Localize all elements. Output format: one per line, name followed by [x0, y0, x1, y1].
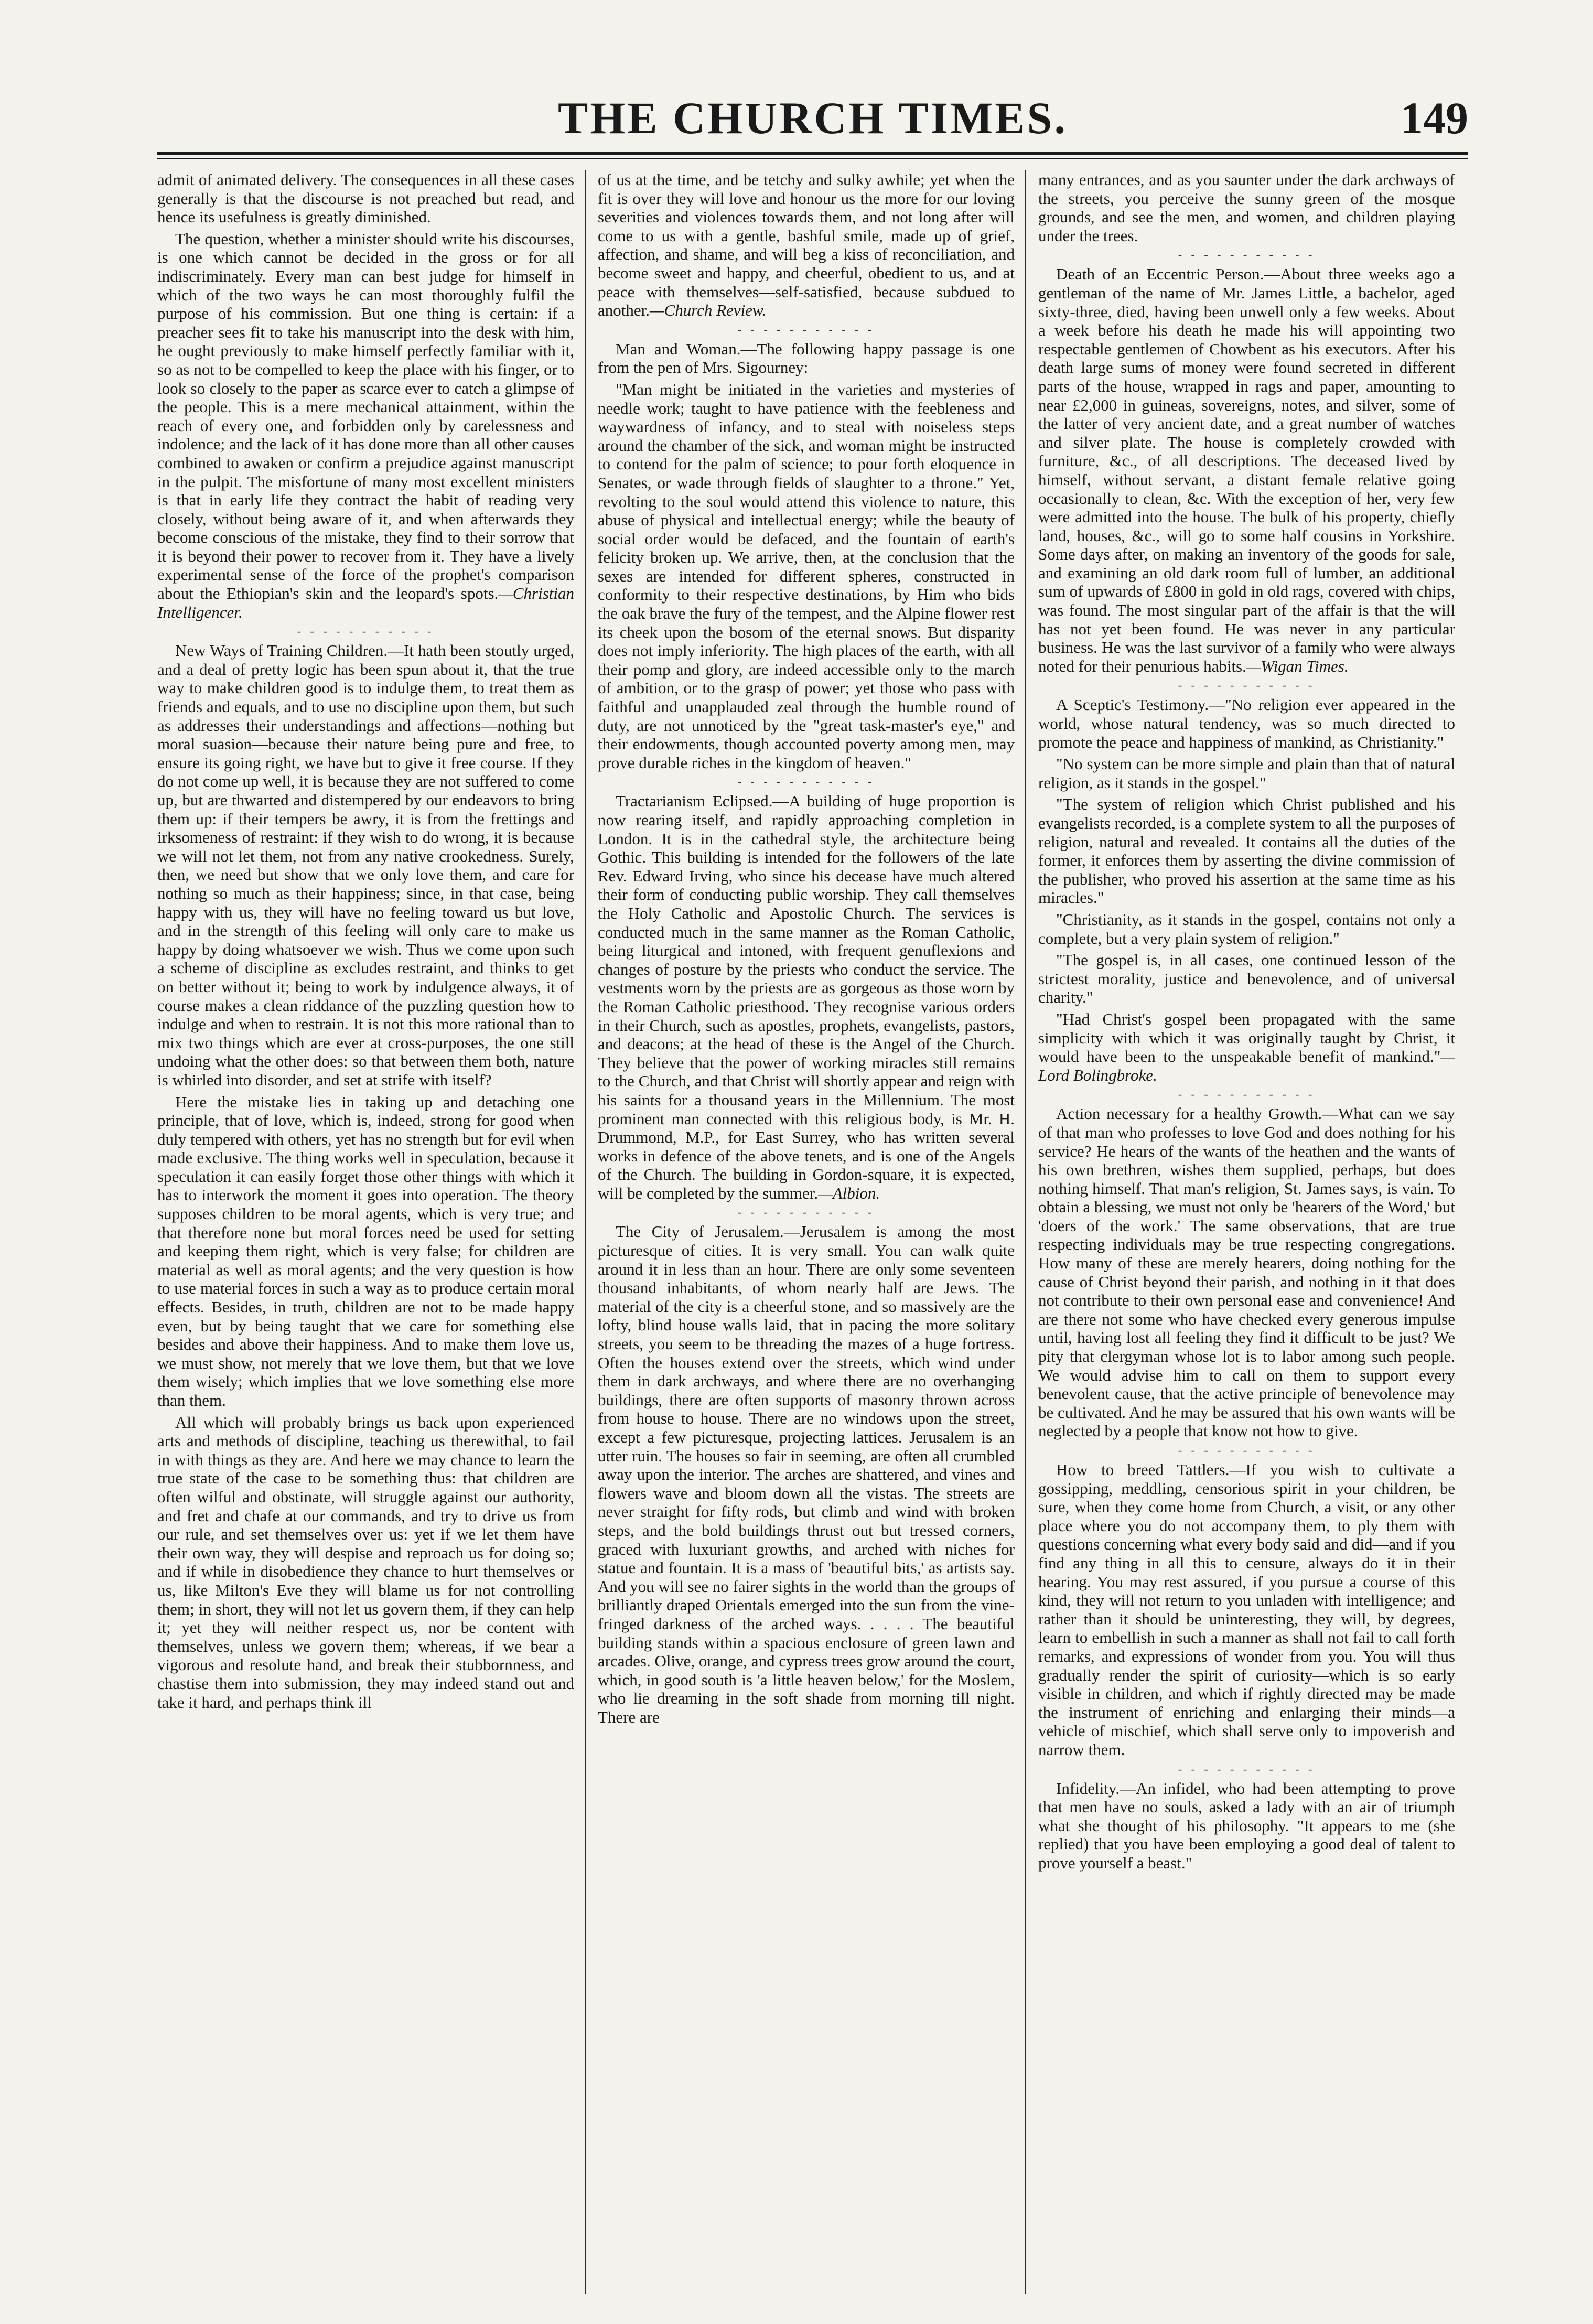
article-paragraph: The question, whether a minister should write his discourses, is one which cannot be decided in the gross or for all indiscriminately. Every man can best judge for himself in which of the two ways he can most thoroughly fulfil the purpose of his commission. But one thing is certain: if a preacher sees fit to take his manuscript into the desk with him, he ought previously to make himself perfectly familiar with it, so as not to be compelled to keep the place with his finger, or to look so closely to the paper as scarce ever to catch a glimpse of the people. This is a mere mechanical attainment, within the reach of every one, and forbidden only by carelessness and indolence; and the lack of it has done more than all other causes combined to awaken or confirm a prejudice against manuscript in the pulpit. The misfortune of many most excellent ministers is that in early life they contract the habit of reading very closely, without being aware of it, and when afterwards they become conscious of the mistake, they find to their sorrow that it is beyond their power to recover from it. They have a lively experimental sense of the force of the prophet's comparison about the Ethiopian's skin and the leopard's spots.—Christian Intelligencer. — [157, 229, 574, 621]
article-separator: - - - - - - - - - - - — [1178, 679, 1316, 692]
article-paragraph: admit of animated delivery. The consequences in all these cases generally is that the discourse is not preached but read, and hence its usefulness is greatly diminished. — [157, 170, 574, 227]
article-paragraph: New Ways of Training Children.—It hath been stoutly urged, and a deal of pretty logic has been spun about it, that the true way to make children good is to indulge them, to treat them as friends and equals, and to use no discipline upon them, but such as addresses their understandings and affections—nothing but moral suasion—because their nature being pure and free, to ensure its going right, we have but to give it free course. If they do not come up well, it is because they are not suffered to come up, but are thwarted and distempered by our endeavors to bring them up: if their tempers be awry, it is from the frettings and irksomeness of restraint: if they wish to do wrong, it is because we will not let them, not from any native crookedness. Surely, then, we need but show that we only love them, and care for nothing so much as their happiness; since, in that case, being happy with us, they will have no feeling toward us but love, and in the strength of this feeling will only care to make us happy by doing whatsoever we wish. Thus we come upon such a scheme of discipline as excludes restraint, and thinks to get on better without it; being to work by indulgence always, it of course makes a clean riddance of the puzzling question how to indulge and when to restrain. It is not this more rational than to mix two things which are ever at cross-purposes, the one still undoing what the other does: so that between them both, nature is whirled into disorder, and set at strife with itself? — [157, 641, 574, 1089]
article-paragraph: "No system can be more simple and plain than that of natural religion, as it stands in the gospel." — [1038, 755, 1455, 792]
source-credit: —Christian Intelligencer. — [157, 584, 574, 621]
source-credit: —Wigan Times. — [1246, 657, 1349, 675]
article-separator: - - - - - - - - - - - — [737, 1206, 875, 1219]
article-paragraph: Infidelity.—An infidel, who had been attempting to prove that men have no souls, asked a lady with an air of triumph what she thought of his philosophy. "It appears to me (she replied) that you have been employing a good deal of talent to prove yourself a beast." — [1038, 1779, 1455, 1872]
article-paragraph: Man and Woman.—The following happy passage is one from the pen of Mrs. Sigourney: — [598, 339, 1015, 377]
article-paragraph: Action necessary for a healthy Growth.—What can we say of that man who professes to love God and does nothing for his service? He hears of the wants of the heathen and the wants of his own brethren, wishes them supplied, perhaps, but does nothing himself. That man's religion, St. James says, is vain. To obtain a blessing, we must not only be 'hearers of the Word,' but 'doers of the work.' The same observations, that are true respecting individuals may be true respecting congregations. How many of these are merely hearers, doing nothing for the cause of Christ beyond their parish, and nothing in it that does not contribute to their own personal ease and convenience! And are there not some who have checked every generous impulse until, having lost all feeling they find it difficult to be just? We pity that clergyman whose lot is to labor among such people. We would advise him to call on them to support every benevolent cause, that the active principle of benevolence may be cultivated. And he may be assured that his own wants will be neglected by a people that know not how to give. — [1038, 1104, 1455, 1440]
article-paragraph: A Sceptic's Testimony.—"No religion ever appeared in the world, whose natural tendency, was so much directed to promote the peace and happiness of mankind, as Christianity." — [1038, 695, 1455, 751]
source-credit: —Albion. — [818, 1183, 880, 1202]
article-paragraph: "Christianity, as it stands in the gospel, contains not only a complete, but a very plain system of religion." — [1038, 910, 1455, 948]
article-separator: - - - - - - - - - - - — [737, 775, 875, 789]
article-paragraph: of us at the time, and be tetchy and sulky awhile; yet when the fit is over they will love and honour us the more for our loving severities and violences towards them, and not long after will come to us with a gentle, bashful smile, made up of grief, affection, and shame, and will beg a kiss of reconciliation, and become sweet and happy, and cheerful, obedient to us, and at peace with themselves—self-satisfied, because subdued to another.—Church Review. — [598, 170, 1015, 320]
article-separator: - - - - - - - - - - - — [1178, 248, 1316, 262]
article-paragraph: Tractarianism Eclipsed.—A building of huge proportion is now rearing itself, and rapidly approaching completion in London. It is in the cathedral style, the architecture being Gothic. This building is intended for the followers of the late Rev. Edward Irving, who since his decease have much altered their form of conducting public worship. They call themselves the Holy Catholic and Apostolic Church. The services is conducted much in the same manner as the Roman Catholic, being liturgical and intoned, with frequent genuflexions and changes of posture by the priests who conduct the service. The vestments worn by the priests are as gorgeous as those worn by the Roman Catholic priesthood. They recognise various orders in their Church, such as apostles, prophets, evangelists, pastors, and deacons; at the head of these is the Angel of the Church. They believe that the power of working miracles still remains to the Church, and that Christ will shortly appear and reign with his saints for a thousand years in the Millennium. The most prominent man connected with this religious body, is Mr. H. Drummond, M.P., for East Surrey, who has written several works in defence of the above tenets, and is one of the Angels of the Church. The building in Gordon-square, it is expected, will be completed by the summer.—Albion. — [598, 792, 1015, 1202]
page-number: 149 — [1401, 93, 1468, 143]
column-1 — [157, 170, 574, 2297]
article-separator: - - - - - - - - - - - — [1178, 1762, 1316, 1776]
article-separator: - - - - - - - - - - - — [297, 625, 435, 638]
header-rule-thin — [157, 158, 1468, 159]
article-separator: - - - - - - - - - - - — [1178, 1088, 1316, 1101]
column-divider — [585, 170, 586, 2294]
article-paragraph: The City of Jerusalem.—Jerusalem is among the most picturesque of cities. It is very small. You can walk quite around it in less than an hour. There are only some seventeen thousand inhabitants, of whom nearly half are Jews. The material of the city is a cheerful stone, and so massively are the lofty, blind house walls laid, that in pacing the more solitary streets, you seem to be threading the mazes of a huge fortress. Often the houses extend over the streets, which wind under them in dark archways, and where there are no overhanging buildings, there are often supports of masonry thrown across from house to house. There are no windows upon the street, except a few picturesque, projecting lattices. Jerusalem is an utter ruin. The houses so fair in seeming, are often all crumbled away upon the interior. The arches are shattered, and vines and flowers wave and bloom down all the vistas. The streets are never straight for fifty rods, but climb and wind with broken steps, and the bold buildings thrust out but tressed corners, graced with luxuriant growths, and arched with niches for statue and fountain. It is a mass of 'beautiful bits,' as artists say. And you will see no fairer sights in the world than the groups of brilliantly draped Orientals emerged into the sun from the vine-fringed darkness of the arched ways. . . . . The beautiful building stands within a spacious enclosure of green lawn and arcades. Olive, orange, and cypress trees grow around the court, which, in good south is 'a little heaven below,' for the Moslem, who lie dreaming in the soft shade from morning till night. There are — [598, 1222, 1015, 1726]
article-paragraph: many entrances, and as you saunter under the dark archways of the streets, you perceive the sunny green of the mosque grounds, and see the men, and women, and children playing under the trees. — [1038, 170, 1455, 245]
article-paragraph: "Man might be initiated in the varieties and mysteries of needle work; taught to have patience with the feebleness and waywardness of infancy, and to steal with noiseless steps around the chamber of the sick, and woman might be instructed to contend for the palm of science; to pour forth eloquence in Senates, or wade through fields of slaughter to a throne." Yet, revolting to the soul would attend this violence to nature, this abuse of physical and intellectual energy; while the beauty of social order would be defaced, and the fountain of earth's felicity broken up. We arrive, then, at the conclusion that the sexes are intended for different spheres, constructed in conformity to their respective destinations, by Him who bids the oak brave the fury of the tempest, and the Alpine flower rest its cheek upon the bosom of the eternal snows. But disparity does not imply inferiority. The high places of the earth, with all their pomp and glory, are indeed accessible only to the march of ambition, or to the grasp of power; yet those who pass with faithful and unapplauded zeal through the humble round of duty, are not unnoticed by the "great task-master's eye," and their endowments, though accounted poverty among men, may prove durable riches in the kingdom of heaven." — [598, 380, 1015, 772]
article-paragraph: Here the mistake lies in taking up and detaching one principle, that of love, which is, indeed, strong for good when duly tempered with others, yet has no strength but for evil when made exclusive. The thing works well in speculation, because it speculation it can easily forget those other things with which it has to interwork the moment it goes into operation. The theory supposes children to be moral agents, which is very true; and that therefore none but moral forces need be used for setting and keeping them right, which is very false; for children are material as well as moral agents; and the very question is how to use material forces in such a way as to produce certain moral effects. Besides, in truth, children are not to be made happy even, but by being taught that we care for something else besides and above their happiness. And to make them love us, we must show, not merely that we love them, but that we love them wisely; which implies that we love something else more than them. — [157, 1092, 574, 1410]
masthead — [157, 89, 1468, 147]
article-paragraph: All which will probably brings us back upon experienced arts and methods of discipline, teaching us therewithal, to fail in with things as they are. And here we may chance to learn the true state of the case to be something thus: that children are often wilful and obstinate, will struggle against our authority, and fret and chafe at our commands, and try to drive us from our rule, and set themselves over us: yet if we let them have their own way, they will despise and reproach us for doing so; and if while in disobedience they chance to hurt themselves or us, like Milton's Eve they will blame us for not controlling them; in short, they will not let us govern them, if they can help it; yet they will neither respect us, nor be content with themselves, unless we govern them; whereas, if we bear a vigorous and resolute hand, and break their stubbornness, and chastise them into submission, they may indeed stand out and take it hard, and perhaps think ill — [157, 1413, 574, 1712]
article-paragraph: "The system of religion which Christ published and his evangelists recorded, is a complete system to all the purposes of religion, natural and revealed. It contains all the duties of the former, it enforces them by asserting the divine commission of the publisher, who proved his assertion at the same time as his miracles." — [1038, 795, 1455, 907]
article-separator: - - - - - - - - - - - — [737, 322, 875, 336]
article-paragraph: "The gospel is, in all cases, one continued lesson of the strictest morality, justice and benevolence, and of universal charity." — [1038, 951, 1455, 1007]
article-separator: - - - - - - - - - - - — [1178, 1444, 1316, 1457]
source-credit: —Lord Bolingbroke. — [1038, 1047, 1455, 1084]
page-title: THE CHURCH TIMES. — [558, 93, 1068, 143]
article-paragraph: Death of an Eccentric Person.—About three weeks ago a gentleman of the name of Mr. James Little, a bachelor, aged sixty-three, died, having been unwell only a few weeks. About a week before his death he made his will appointing two respectable gentlemen of Chowbent as his executors. After his death large sums of money were found secreted in different parts of the house, wrapped in rags and paper, amounting to near £2,000 in guineas, sovereigns, notes, and silver, some of the latter of very ancient date, and a great number of watches and silver plate. The house is completely crowded with furniture, &c., of all descriptions. The deceased lived by himself, without servant, a distant female relative going occasionally to clean, &c. With the exception of her, very few were admitted into the house. The bulk of his property, chiefly land, houses, &c., will go to some half cousins in Yorkshire. Some days after, on making an inventory of the goods for sale, and examining an old dark room full of lumber, an additional sum of upwards of £800 in gold in old rags, covered with chips, was found. The most singular part of the affair is that the will has not yet been found. He was never in any particular business. He was the last survivor of a family who were always noted for their penurious habits.—Wigan Times. — [1038, 265, 1455, 675]
article-paragraph: "Had Christ's gospel been propagated with the same simplicity with which it was originally taught by Christ, it would have been to the unspeakable benefit of mankind."—Lord Bolingbroke. — [1038, 1009, 1455, 1084]
column-2 — [598, 170, 1015, 2297]
column-divider — [1025, 170, 1026, 2294]
article-paragraph: How to breed Tattlers.—If you wish to cultivate a gossipping, meddling, censorious spirit in your children, be sure, when they come home from Church, a visit, or any other place where you do not accompany them, to ply them with questions concerning what every body said and did—and if you find any thing in all this to censure, always do it in their hearing. You may rest assured, if you pursue a course of this kind, they will not return to you unladen with intelligence; and rather than it should be uninteresting, they will, by degrees, learn to embellish in such a manner as shall not fail to call forth remarks, and expressions of wonder from you. You will thus gradually render the spirit of curiosity—which is so early visible in children, and which if rightly directed may be made the instrument of enriching and enlarging their minds—a vehicle of mischief, which shall serve only to impoverish and narrow them. — [1038, 1460, 1455, 1759]
header-rule — [157, 152, 1468, 155]
source-credit: —Church Review. — [650, 301, 767, 320]
column-3 — [1038, 170, 1455, 2297]
